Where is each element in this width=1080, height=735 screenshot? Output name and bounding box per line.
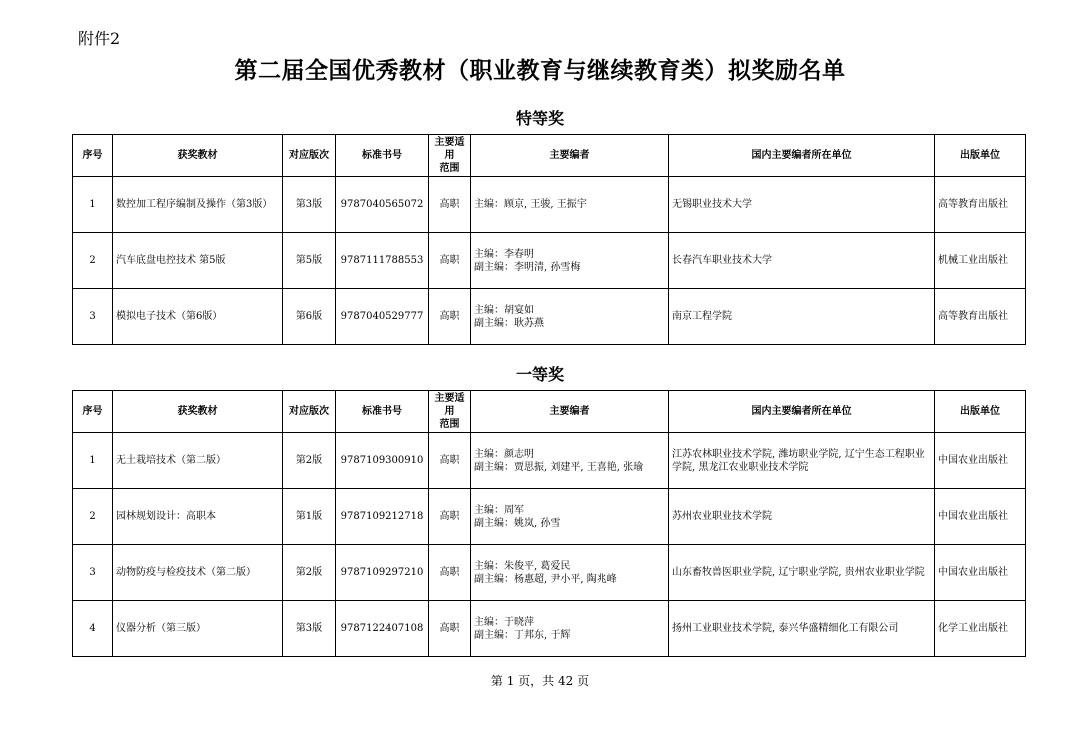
document-title: 第二届全国优秀教材（职业教育与继续教育类）拟奖励名单 bbox=[234, 57, 846, 84]
edition-cell: 第1版 bbox=[283, 489, 336, 545]
isbn-cell: 9787111788553 bbox=[336, 233, 429, 289]
column-header: 主要编者 bbox=[471, 391, 669, 433]
editors-cell bbox=[471, 601, 669, 657]
book-cell: 动物防疫与检疫技术（第二版） bbox=[113, 545, 283, 601]
editor-line: 副主编：耿苏燕 bbox=[474, 317, 544, 329]
editor-line: 副主编：丁邦东, 于辉 bbox=[474, 629, 571, 641]
editors-cell bbox=[471, 177, 669, 233]
units-cell: 无锡职业技术大学 bbox=[669, 177, 935, 233]
edition-cell: 第2版 bbox=[283, 545, 336, 601]
seq-cell: 4 bbox=[73, 601, 113, 657]
column-header: 国内主要编者所在单位 bbox=[669, 391, 935, 433]
scope-cell: 高职 bbox=[429, 177, 471, 233]
units-cell: 苏州农业职业技术学院 bbox=[669, 489, 935, 545]
publisher-cell: 中国农业出版社 bbox=[935, 433, 1026, 489]
editors-cell bbox=[471, 489, 669, 545]
section-title-first: 一等奖 bbox=[515, 365, 564, 384]
publisher-cell: 化学工业出版社 bbox=[935, 601, 1026, 657]
units-cell: 江苏农林职业技术学院, 潍坊职业学院, 辽宁生态工程职业学院, 黑龙江农业职业技术学院 bbox=[669, 433, 935, 489]
seq-cell: 1 bbox=[73, 433, 113, 489]
edition-cell: 第3版 bbox=[283, 177, 336, 233]
table-row bbox=[73, 489, 1026, 545]
award-table-first bbox=[72, 390, 1026, 657]
book-cell: 模拟电子技术（第6版） bbox=[113, 289, 283, 345]
scope-cell: 高职 bbox=[429, 433, 471, 489]
award-table-special bbox=[72, 134, 1026, 345]
editor-line: 主编：朱俊平, 葛爱民 bbox=[474, 560, 571, 572]
table-row bbox=[73, 289, 1026, 345]
scope-cell: 高职 bbox=[429, 289, 471, 345]
column-header: 主要适用 范围 bbox=[429, 135, 471, 177]
isbn-cell: 9787109212718 bbox=[336, 489, 429, 545]
editor-line: 主编：胡宴如 bbox=[474, 304, 534, 316]
editor-line: 副主编：贾思振, 刘建平, 王喜艳, 张瑜 bbox=[474, 461, 644, 473]
column-header: 出版单位 bbox=[935, 135, 1026, 177]
scope-cell: 高职 bbox=[429, 545, 471, 601]
seq-cell: 3 bbox=[73, 545, 113, 601]
edition-cell: 第5版 bbox=[283, 233, 336, 289]
units-cell: 扬州工业职业技术学院, 泰兴华盛精细化工有限公司 bbox=[669, 601, 935, 657]
book-cell: 无土栽培技术（第二版） bbox=[113, 433, 283, 489]
table-row bbox=[73, 233, 1026, 289]
table-row bbox=[73, 601, 1026, 657]
isbn-cell: 9787040529777 bbox=[336, 289, 429, 345]
edition-cell: 第2版 bbox=[283, 433, 336, 489]
book-cell: 汽车底盘电控技术 第5版 bbox=[113, 233, 283, 289]
column-header: 对应版次 bbox=[283, 391, 336, 433]
book-cell: 数控加工程序编制及操作（第3版） bbox=[113, 177, 283, 233]
table-header-row bbox=[73, 391, 1026, 433]
editors-cell bbox=[471, 289, 669, 345]
isbn-cell: 9787040565072 bbox=[336, 177, 429, 233]
editor-line: 主编：周军 bbox=[474, 504, 524, 516]
edition-cell: 第6版 bbox=[283, 289, 336, 345]
publisher-cell: 机械工业出版社 bbox=[935, 233, 1026, 289]
column-header: 标准书号 bbox=[336, 135, 429, 177]
column-header: 获奖教材 bbox=[113, 135, 283, 177]
editor-line: 副主编：姚岚, 孙雪 bbox=[474, 517, 561, 529]
scope-cell: 高职 bbox=[429, 601, 471, 657]
table-row bbox=[73, 545, 1026, 601]
column-header: 出版单位 bbox=[935, 391, 1026, 433]
attachment-label: 附件2 bbox=[78, 29, 121, 48]
edition-cell: 第3版 bbox=[283, 601, 336, 657]
column-header: 标准书号 bbox=[336, 391, 429, 433]
seq-cell: 1 bbox=[73, 177, 113, 233]
scope-cell: 高职 bbox=[429, 489, 471, 545]
seq-cell: 2 bbox=[73, 233, 113, 289]
publisher-cell: 高等教育出版社 bbox=[935, 177, 1026, 233]
column-header: 主要适用 范围 bbox=[429, 391, 471, 433]
column-header: 序号 bbox=[73, 135, 113, 177]
units-cell: 南京工程学院 bbox=[669, 289, 935, 345]
book-cell: 园林规划设计：高职本 bbox=[113, 489, 283, 545]
book-cell: 仪器分析（第三版） bbox=[113, 601, 283, 657]
column-header: 对应版次 bbox=[283, 135, 336, 177]
scope-cell: 高职 bbox=[429, 233, 471, 289]
editor-line: 主编：于晓萍 bbox=[474, 616, 534, 628]
column-header: 获奖教材 bbox=[113, 391, 283, 433]
editor-line: 副主编：李明清, 孙雪梅 bbox=[474, 261, 581, 273]
publisher-cell: 中国农业出版社 bbox=[935, 545, 1026, 601]
editor-line: 主编：李春明 bbox=[474, 248, 534, 260]
table-row bbox=[73, 177, 1026, 233]
publisher-cell: 中国农业出版社 bbox=[935, 489, 1026, 545]
table-row bbox=[73, 433, 1026, 489]
column-header: 国内主要编者所在单位 bbox=[669, 135, 935, 177]
page-footer: 第 1 页，共 42 页 bbox=[490, 674, 590, 688]
section-title-special: 特等奖 bbox=[515, 109, 564, 128]
seq-cell: 2 bbox=[73, 489, 113, 545]
units-cell: 山东畜牧兽医职业学院, 辽宁职业学院, 贵州农业职业学院 bbox=[669, 545, 935, 601]
seq-cell: 3 bbox=[73, 289, 113, 345]
editor-line: 副主编：杨惠超, 尹小平, 陶兆峰 bbox=[474, 573, 617, 585]
editor-line: 主编：顾京, 王骏, 王振宇 bbox=[474, 199, 587, 210]
editors-cell bbox=[471, 545, 669, 601]
editor-line: 主编：颜志明 bbox=[474, 448, 534, 460]
isbn-cell: 9787122407108 bbox=[336, 601, 429, 657]
column-header: 序号 bbox=[73, 391, 113, 433]
isbn-cell: 9787109297210 bbox=[336, 545, 429, 601]
editors-cell bbox=[471, 233, 669, 289]
editors-cell bbox=[471, 433, 669, 489]
units-cell: 长春汽车职业技术大学 bbox=[669, 233, 935, 289]
column-header: 主要编者 bbox=[471, 135, 669, 177]
publisher-cell: 高等教育出版社 bbox=[935, 289, 1026, 345]
table-header-row bbox=[73, 135, 1026, 177]
isbn-cell: 9787109300910 bbox=[336, 433, 429, 489]
